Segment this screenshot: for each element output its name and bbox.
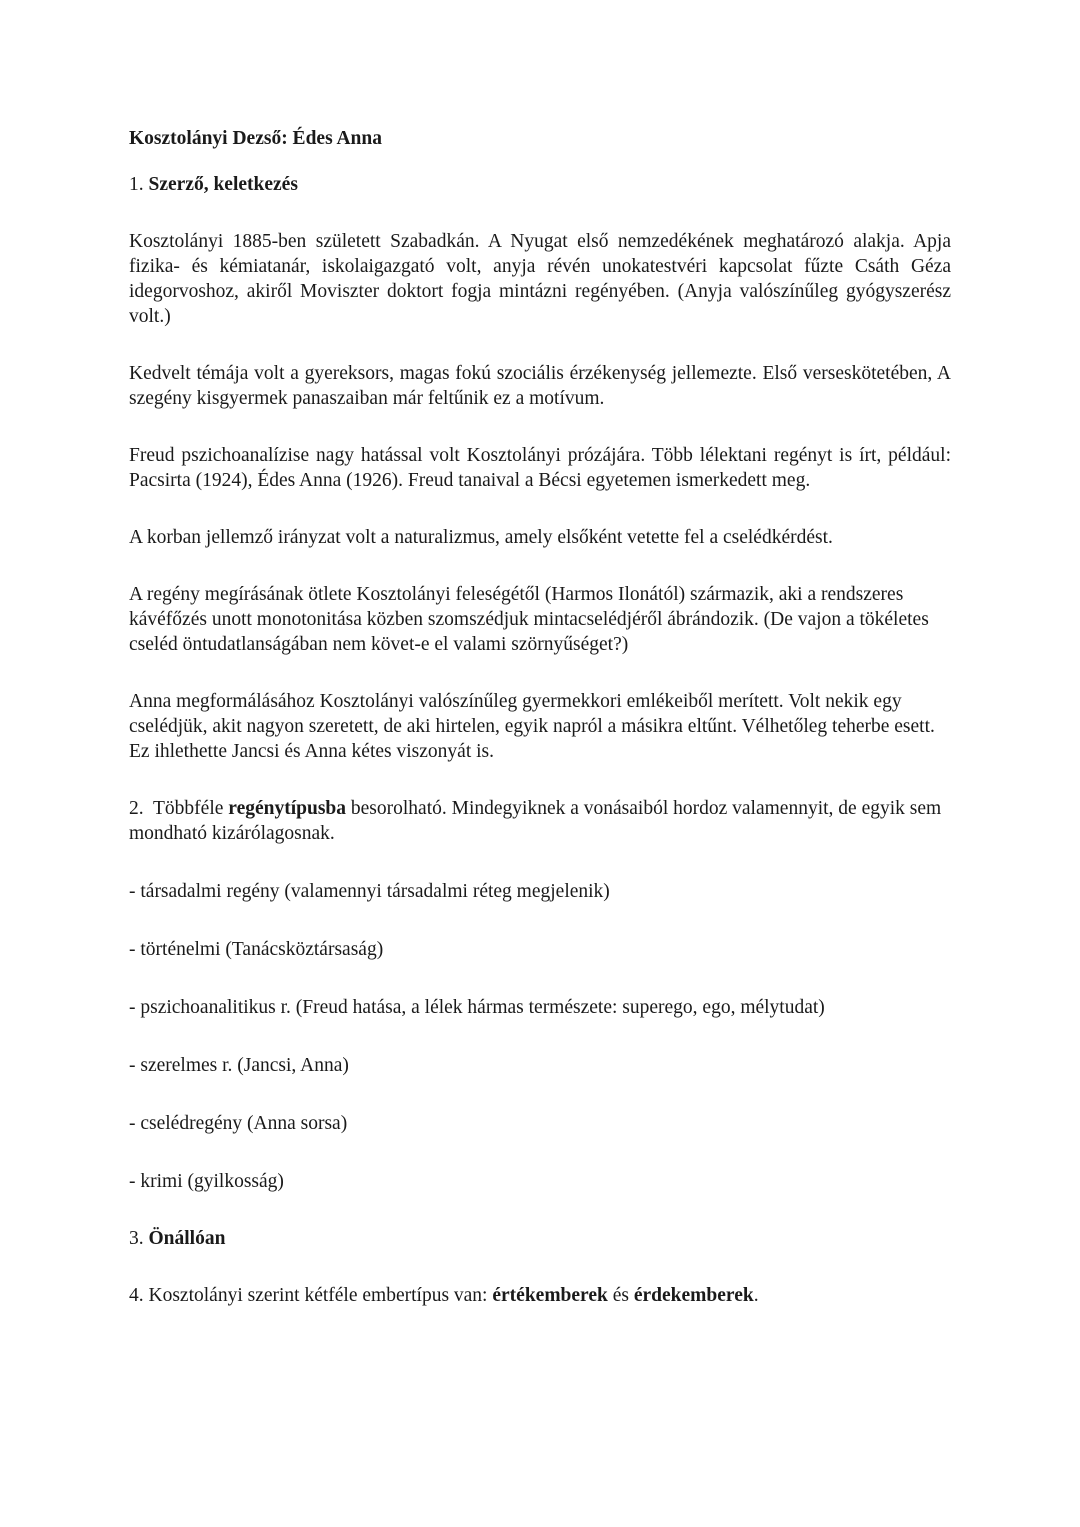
section-2-suffix: besorolható. Mindegyiknek a vonásaiból hordoz valamennyit, de egyik sem mondható kizárólagosnak. [129, 798, 942, 844]
paragraph-freud: Freud pszichoanalízise nagy hatással volt Kosztolányi prózájára. Több lélektani regényt is írt, például: Pacsirta (1924), Édes Anna (1926). Freud tanaival a Bécsi egyetemen ismerkedett meg. [129, 445, 951, 491]
section-3-title: Önállóan [148, 1228, 226, 1249]
document-title: Kosztolányi Dezső: Édes Anna [129, 128, 382, 149]
section-1-heading [129, 172, 951, 197]
list-item: - szerelmes r. (Jancsi, Anna) [129, 1055, 349, 1076]
section-4-prefix: 4. Kosztolányi szerint kétféle embertípus van: [129, 1285, 493, 1306]
list-item: - történelmi (Tanácsköztársaság) [129, 939, 384, 960]
paragraph-childhood-theme: Kedvelt témája volt a gyereksors, magas fokú szociális érzékenység jellemezte. Első verseskötetében, A szegény kisgyermek panaszaiban már feltűnik ez a motívum. [129, 363, 951, 409]
list-item: - krimi (gyilkosság) [129, 1171, 284, 1192]
section-2-text [129, 796, 951, 846]
paragraph-idea-origin: A regény megírásának ötlete Kosztolányi feleségétől (Harmos Ilonától) származik, aki a rendszeres kávéfőzés unott monotonitása közben szomszédjuk mintacselédjéről ábrándozik. (De vajon a tökéletes cseléd öntudatlanságában nem követ-e el valami szörnyűséget?) [129, 584, 929, 655]
paragraph-anna-inspiration: Anna megformálásához Kosztolányi valószínűleg gyermekkori emlékeiből merített. Volt nekik egy cselédjük, akit nagyon szeretett, de aki hirtelen, egyik napról a másikra eltűnt. Vélhetőleg teherbe esett. Ez ihlethette Jancsi és Anna kétes viszonyát is. [129, 691, 935, 762]
list-item: - pszichoanalitikus r. (Freud hatása, a lélek hármas természete: superego, ego, mélytudat) [129, 997, 825, 1018]
section-4-bold-term-2: érdekemberek [633, 1285, 754, 1306]
section-4-text [129, 1283, 951, 1308]
list-item: - cselédregény (Anna sorsa) [129, 1113, 348, 1134]
section-2-prefix: 2. Többféle [129, 798, 229, 819]
section-4-bold-term-1: értékemberek [492, 1285, 608, 1306]
section-1-number: 1. [129, 174, 144, 195]
document-page [129, 126, 951, 1308]
section-4-middle: és [607, 1285, 634, 1306]
section-1-title: Szerző, keletkezés [148, 174, 298, 195]
paragraph-naturalism: A korban jellemző irányzat volt a naturalizmus, amely elsőként vetette fel a cselédkérdést. [129, 527, 833, 548]
section-3-heading [129, 1226, 951, 1251]
paragraph-biography: Kosztolányi 1885-ben született Szabadkán. A Nyugat első nemzedékének meghatározó alakja. Apja fizika- és kémiatanár, iskolaigazgató volt, anyja révén unokatestvéri kapcsolat fűzte Csáth Géza idegorvoshoz, akiről Moviszter doktort fogja mintázni regényében. (Anyja valószínűleg gyógyszerész volt.) [129, 231, 951, 327]
section-4-suffix: . [753, 1285, 759, 1306]
section-2-bold-term: regénytípusba [228, 798, 347, 819]
list-item: - társadalmi regény (valamennyi társadalmi réteg megjelenik) [129, 881, 610, 902]
section-3-number: 3. [129, 1228, 144, 1249]
